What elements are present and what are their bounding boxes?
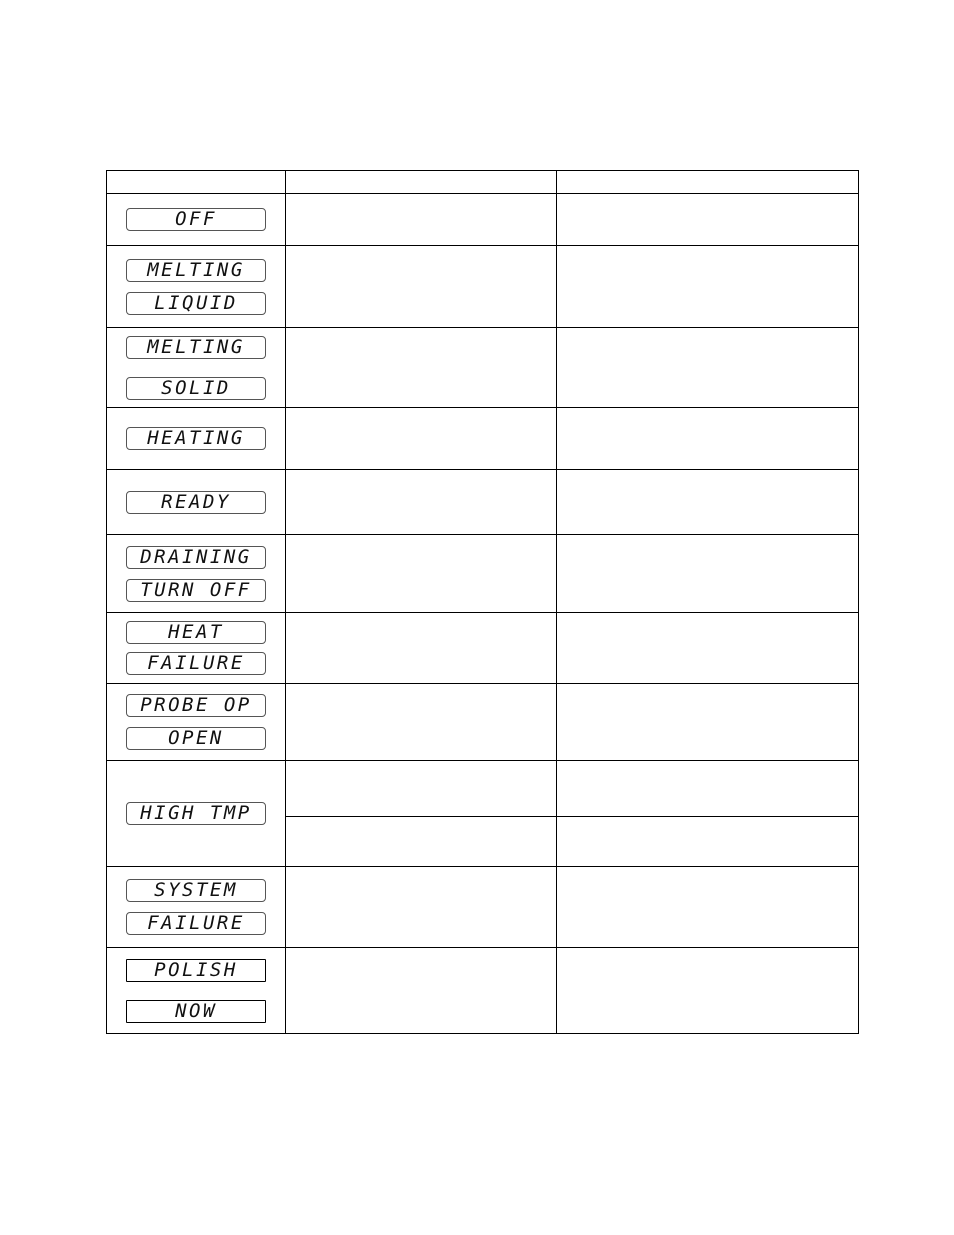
display-status-table <box>106 170 859 1034</box>
action-cell <box>557 328 859 408</box>
action-cell <box>557 535 859 613</box>
header-cell-display <box>107 171 286 194</box>
display-cell <box>107 328 286 408</box>
lcd-display: MELTING <box>126 259 266 282</box>
lcd-display: SYSTEM <box>126 879 266 902</box>
action-cell <box>557 408 859 470</box>
lcd-display: OPEN <box>126 727 266 750</box>
meaning-cell <box>286 948 557 1034</box>
meaning-cell <box>286 470 557 535</box>
table-row <box>107 948 859 1034</box>
table-row <box>107 867 859 948</box>
header-row <box>107 171 859 194</box>
table-row <box>107 328 859 408</box>
lcd-display: POLISH <box>126 959 266 982</box>
action-cell <box>557 613 859 684</box>
lcd-display: NOW <box>126 1000 266 1023</box>
display-cell <box>107 194 286 246</box>
action-cell <box>557 684 859 761</box>
action-cell <box>557 470 859 535</box>
lcd-display: HEATING <box>126 427 266 450</box>
table-row <box>107 535 859 613</box>
header-cell-action <box>557 171 859 194</box>
table-row <box>107 470 859 535</box>
display-cell <box>107 761 286 867</box>
lcd-display: MELTING <box>126 336 266 359</box>
table-row <box>107 194 859 246</box>
lcd-display: HIGH TMP <box>126 802 266 825</box>
action-cell <box>557 761 859 817</box>
lcd-display: OFF <box>126 208 266 231</box>
lcd-display: TURN OFF <box>126 579 266 602</box>
lcd-display: HEAT <box>126 621 266 644</box>
meaning-cell <box>286 246 557 328</box>
display-cell <box>107 684 286 761</box>
lcd-display: READY <box>126 491 266 514</box>
display-cell <box>107 948 286 1034</box>
lcd-display: LIQUID <box>126 292 266 315</box>
action-cell <box>557 194 859 246</box>
meaning-cell <box>286 535 557 613</box>
action-cell <box>557 948 859 1034</box>
table-row <box>107 613 859 684</box>
meaning-cell <box>286 761 557 817</box>
meaning-cell <box>286 684 557 761</box>
table-row <box>107 246 859 328</box>
meaning-cell <box>286 194 557 246</box>
display-cell <box>107 408 286 470</box>
lcd-display: PROBE OP <box>126 694 266 717</box>
lcd-display: SOLID <box>126 377 266 400</box>
table-row <box>107 684 859 761</box>
action-cell <box>557 246 859 328</box>
header-cell-meaning <box>286 171 557 194</box>
meaning-cell <box>286 408 557 470</box>
meaning-cell <box>286 328 557 408</box>
lcd-display: DRAINING <box>126 546 266 569</box>
lcd-display: FAILURE <box>126 652 266 675</box>
display-cell <box>107 470 286 535</box>
display-cell <box>107 535 286 613</box>
meaning-cell <box>286 817 557 867</box>
display-cell <box>107 246 286 328</box>
meaning-cell <box>286 867 557 948</box>
table-row <box>107 761 859 817</box>
action-cell <box>557 867 859 948</box>
lcd-display: FAILURE <box>126 912 266 935</box>
action-cell <box>557 817 859 867</box>
display-cell <box>107 867 286 948</box>
display-cell <box>107 613 286 684</box>
table-row <box>107 408 859 470</box>
meaning-cell <box>286 613 557 684</box>
